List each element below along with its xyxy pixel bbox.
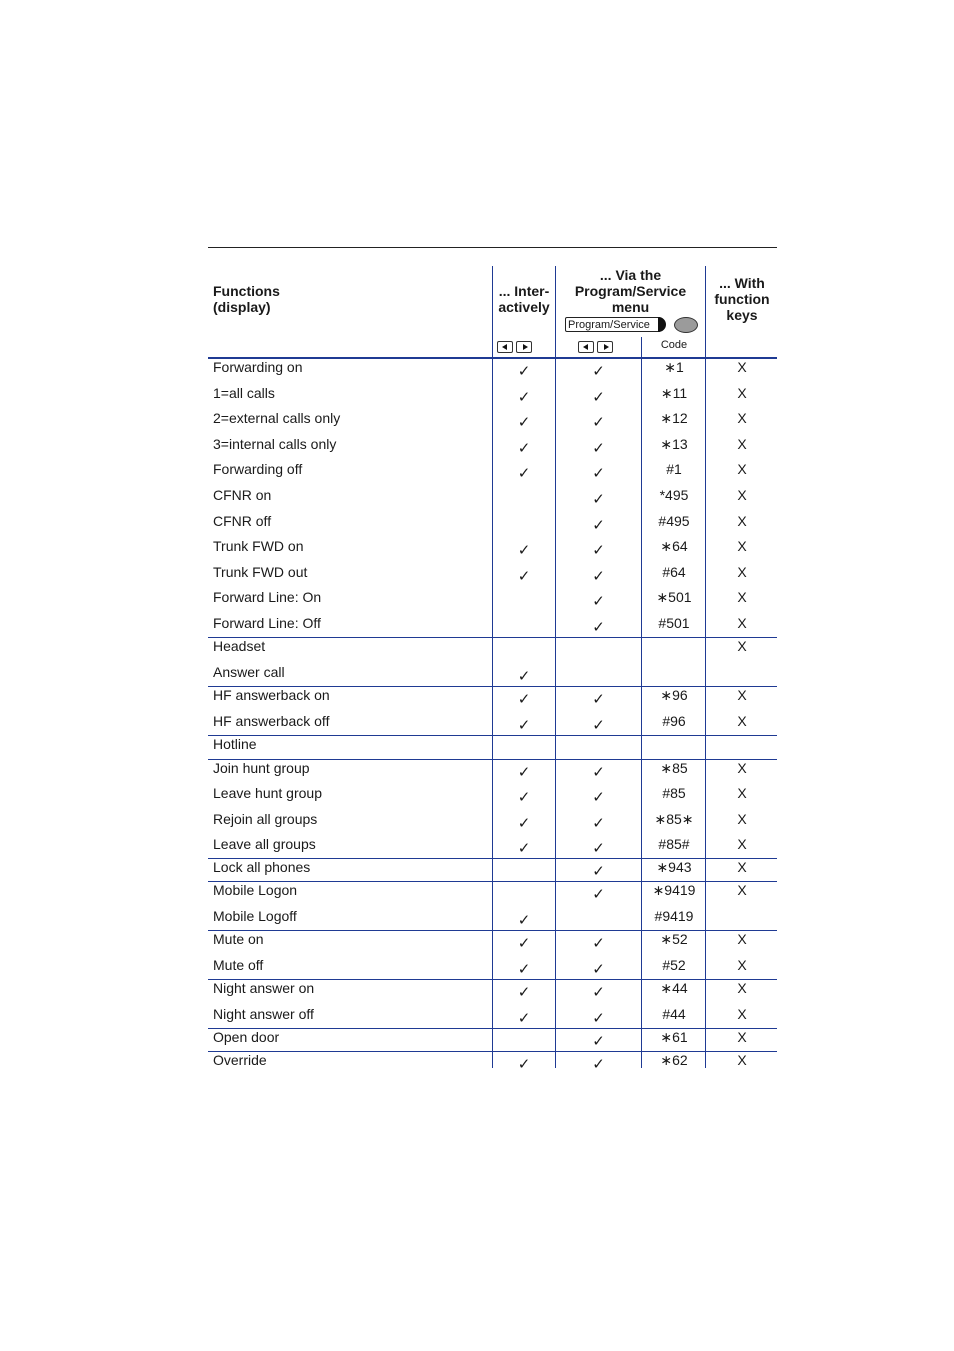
function-name: HF answerback off [213, 712, 330, 729]
header-function-keys [707, 275, 777, 323]
scroll-keys-menu [578, 341, 613, 353]
table-row [208, 785, 777, 811]
checkmark-icon: ✓ [592, 593, 605, 611]
function-key-mark: X [737, 836, 747, 853]
function-name: Rejoin all groups [213, 810, 318, 827]
function-key-mark: X [737, 384, 747, 401]
code-value: *495 [659, 486, 689, 503]
function-name: Forward Line: Off [213, 614, 321, 631]
checkmark-icon: ✓ [517, 691, 531, 709]
row-group [208, 638, 777, 687]
function-name: Forwarding on [213, 359, 303, 375]
function-name: Mobile Logoff [213, 907, 297, 924]
checkmark-icon: ✓ [592, 1009, 605, 1027]
row-group [208, 687, 777, 736]
table-row [208, 687, 777, 713]
round-key-icon [674, 317, 698, 333]
function-name: CFNR off [213, 512, 272, 529]
checkmark-icon: ✓ [517, 388, 531, 406]
function-name: Mute off [213, 956, 264, 973]
function-name: Hotline [213, 736, 257, 753]
function-name: Join hunt group [213, 759, 310, 776]
table-row [208, 760, 777, 786]
code-value: ∗96 [660, 687, 688, 704]
table-row [208, 736, 777, 759]
checkmark-icon: ✓ [592, 840, 605, 858]
checkmark-icon: ✓ [592, 814, 605, 832]
function-name: CFNR on [213, 486, 272, 503]
function-key-mark: X [737, 712, 747, 729]
code-value: #495 [658, 512, 690, 529]
header-via-menu [556, 267, 705, 315]
checkmark-icon: ✓ [592, 984, 605, 1002]
checkmark-icon: ✓ [592, 363, 605, 380]
function-key-mark: X [737, 980, 747, 997]
table-row [208, 931, 777, 957]
row-group [208, 1052, 777, 1074]
right-arrow-icon [597, 341, 613, 353]
code-value: #9419 [654, 907, 694, 924]
table-row [208, 513, 777, 539]
row-group [208, 736, 777, 760]
checkmark-icon: ✓ [592, 691, 605, 709]
menu-button-indicator [658, 317, 666, 332]
header-functions-label: Functions [213, 283, 280, 299]
function-name: 1=all calls [213, 384, 275, 401]
function-name: Answer call [213, 663, 285, 680]
function-name: Night answer on [213, 980, 315, 997]
header-interactively-line2: actively [498, 299, 550, 315]
table-row [208, 638, 777, 664]
header-with-line1: ... With [719, 275, 765, 291]
checkmark-icon: ✓ [517, 716, 531, 734]
table-row [208, 836, 777, 858]
checkmark-icon: ✓ [592, 716, 605, 734]
code-value: #1 [666, 461, 682, 478]
code-value: ∗85 [660, 759, 688, 776]
checkmark-icon: ✓ [592, 763, 605, 781]
checkmark-icon: ✓ [592, 1033, 605, 1051]
checkmark-icon: ✓ [592, 414, 605, 432]
code-value: ∗64 [660, 538, 688, 555]
header-via-line2: Program/Service [574, 283, 687, 299]
function-name: Trunk FWD out [213, 563, 308, 580]
code-value: #44 [662, 1005, 686, 1022]
checkmark-icon: ✓ [592, 567, 605, 585]
code-value: #64 [662, 563, 686, 580]
functions-table [208, 266, 777, 1074]
function-key-mark: X [737, 486, 747, 503]
table-row [208, 436, 777, 462]
program-service-button[interactable]: Program/Service [565, 317, 661, 332]
code-value: #52 [662, 956, 686, 973]
header-with-line2: function [714, 291, 770, 307]
table-row [208, 980, 777, 1006]
checkmark-icon: ✓ [517, 1056, 531, 1074]
checkmark-icon: ✓ [592, 490, 605, 508]
checkmark-icon: ✓ [592, 935, 605, 953]
row-group [208, 931, 777, 980]
function-name: Leave all groups [213, 836, 316, 853]
function-key-mark: X [737, 589, 747, 606]
code-value: #501 [658, 614, 690, 631]
checkmark-icon: ✓ [592, 439, 605, 457]
function-key-mark: X [737, 859, 747, 876]
row-group [208, 359, 777, 638]
table-row [208, 385, 777, 411]
checkmark-icon: ✓ [517, 567, 531, 585]
code-value: ∗12 [660, 410, 688, 427]
checkmark-icon: ✓ [592, 618, 605, 636]
checkmark-icon: ✓ [517, 667, 531, 685]
header-code: Code [660, 339, 688, 351]
code-value: ∗44 [660, 980, 688, 997]
function-name: Override [213, 1052, 267, 1069]
checkmark-icon: ✓ [517, 814, 531, 832]
header-via-line1: ... Via the [599, 267, 662, 283]
checkmark-icon: ✓ [592, 960, 605, 978]
checkmark-icon: ✓ [592, 886, 605, 904]
row-group [208, 980, 777, 1029]
header-interactively [493, 283, 555, 315]
top-rule [208, 247, 777, 248]
checkmark-icon: ✓ [517, 542, 531, 560]
scroll-keys-interactive [497, 341, 532, 353]
table-row [208, 564, 777, 590]
function-name: Leave hunt group [213, 785, 322, 802]
header-functions [213, 283, 280, 315]
header-functions-sub: (display) [213, 299, 271, 315]
checkmark-icon: ✓ [592, 863, 605, 881]
checkmark-icon: ✓ [517, 414, 531, 432]
function-key-mark: X [737, 882, 747, 899]
function-key-mark: X [737, 956, 747, 973]
function-key-mark: X [737, 931, 747, 948]
code-value: ∗501 [656, 589, 692, 606]
function-key-mark: X [737, 410, 747, 427]
table-row [208, 811, 777, 837]
checkmark-icon: ✓ [592, 516, 605, 534]
table-row [208, 957, 777, 980]
function-key-mark: X [737, 512, 747, 529]
table-row [208, 859, 777, 881]
checkmark-icon: ✓ [592, 465, 605, 483]
function-key-mark: X [737, 638, 747, 655]
checkmark-icon: ✓ [517, 439, 531, 457]
checkmark-icon: ✓ [517, 984, 531, 1002]
checkmark-icon: ✓ [517, 960, 531, 978]
table-row [208, 359, 777, 385]
function-name: 2=external calls only [213, 410, 341, 427]
checkmark-icon: ✓ [517, 363, 531, 380]
function-name: Night answer off [213, 1005, 314, 1022]
function-key-mark: X [737, 810, 747, 827]
row-group [208, 882, 777, 931]
code-value: #85 [662, 785, 686, 802]
code-value: ∗1 [664, 359, 684, 375]
code-value: ∗9419 [652, 882, 696, 899]
function-key-mark: X [737, 538, 747, 555]
code-value: ∗52 [660, 931, 688, 948]
table-body [208, 359, 777, 1074]
header-with-line3: keys [726, 307, 758, 323]
table-row [208, 410, 777, 436]
checkmark-icon: ✓ [517, 935, 531, 953]
function-key-mark: X [737, 1005, 747, 1022]
checkmark-icon: ✓ [517, 911, 531, 929]
checkmark-icon: ✓ [517, 763, 531, 781]
function-name: HF answerback on [213, 687, 330, 704]
code-value: ∗943 [656, 859, 692, 876]
code-value: ∗13 [660, 435, 688, 452]
checkmark-icon: ✓ [517, 465, 531, 483]
table-row [208, 461, 777, 487]
row-group [208, 859, 777, 882]
function-key-mark: X [737, 614, 747, 631]
table-row [208, 1006, 777, 1029]
checkmark-icon: ✓ [517, 1009, 531, 1027]
function-name: Forwarding off [213, 461, 303, 478]
table-row [208, 538, 777, 564]
code-value: #96 [662, 712, 686, 729]
header-via-line3: menu [611, 299, 650, 315]
table-row [208, 487, 777, 513]
code-value: ∗11 [660, 384, 688, 401]
header-interactively-line1: ... Inter- [498, 283, 550, 299]
checkmark-icon: ✓ [592, 789, 605, 807]
code-value: ∗62 [660, 1052, 688, 1069]
right-arrow-icon [516, 341, 532, 353]
left-arrow-icon [497, 341, 513, 353]
function-name: 3=internal calls only [213, 435, 337, 452]
code-value: ∗85∗ [654, 810, 694, 827]
function-key-mark: X [737, 759, 747, 776]
table-row [208, 664, 777, 687]
table-row [208, 589, 777, 615]
function-key-mark: X [737, 359, 747, 375]
function-name: Forward Line: On [213, 589, 322, 606]
function-key-mark: X [737, 1052, 747, 1069]
function-name: Trunk FWD on [213, 538, 304, 555]
table-row [208, 908, 777, 931]
function-name: Open door [213, 1029, 280, 1046]
checkmark-icon: ✓ [517, 840, 531, 858]
row-group [208, 760, 777, 860]
function-name: Mobile Logon [213, 882, 298, 899]
function-name: Mute on [213, 931, 264, 948]
checkmark-icon: ✓ [592, 542, 605, 560]
table-row [208, 1029, 777, 1051]
table-row [208, 615, 777, 638]
function-name: Lock all phones [213, 859, 311, 876]
row-group [208, 1029, 777, 1052]
left-arrow-icon [578, 341, 594, 353]
function-key-mark: X [737, 1029, 747, 1046]
function-key-mark: X [737, 687, 747, 704]
checkmark-icon: ✓ [592, 1056, 605, 1074]
table-row [208, 713, 777, 736]
function-name: Headset [213, 638, 266, 655]
function-key-mark: X [737, 563, 747, 580]
code-value: ∗61 [660, 1029, 688, 1046]
table-row [208, 1052, 777, 1074]
function-key-mark: X [737, 461, 747, 478]
checkmark-icon: ✓ [517, 789, 531, 807]
checkmark-icon: ✓ [592, 388, 605, 406]
function-key-mark: X [737, 435, 747, 452]
function-key-mark: X [737, 785, 747, 802]
table-row [208, 882, 777, 908]
code-value: #85# [658, 836, 690, 853]
